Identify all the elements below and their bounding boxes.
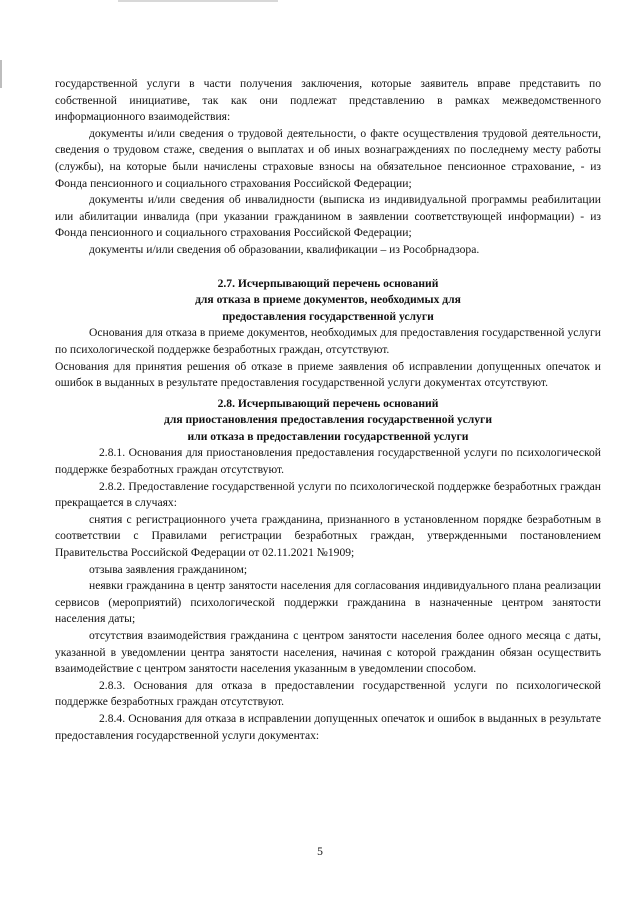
section-2-8-2: 2.8.2. Предоставление государственной услуги по психологической поддержке безработных граждан прекращается в случаях: — [55, 479, 601, 510]
section-2-8-heading-line-2: для приостановления предоставления государственной услуги — [163, 413, 492, 427]
paragraph-labor-info: документы и/или сведения о трудовой деятельности, о факте осуществления трудовой деятельности, сведения о трудовом стаже, сведения о выплатах и об иных вознаграждениях по последнему месту работы (службы), на которые были начислены страховые взносы на обязательное пенсионное страхование, - из Фонда пенсионного и социального страхования Российской Федерации; — [55, 126, 601, 190]
paragraph-continuation: государственной услуги в части получения заключения, которые заявитель вправе представить по собственной инициативе, так как они подлежат представлению в рамках межведомственного информационного взаимодействия: — [55, 77, 601, 124]
scan-artifact-top — [118, 0, 278, 2]
section-2-8-1: 2.8.1. Основания для приостановления предоставления государственной услуги по психологической поддержке безработных граждан отсутствуют. — [55, 446, 601, 477]
section-2-7-paragraph-1: Основания для отказа в приеме документов, необходимых для предоставления государственной услуги по психологической поддержке безработных граждан, отсутствуют. — [55, 326, 601, 356]
paragraph-disability-info: документы и/или сведения об инвалидности (выписка из индивидуальной программы реабилитации или абилитации инвалида (при указании гражданином в заявлении соответствующей информации) - из Фонда пенсионного и социального страхования Российской Федерации; — [55, 193, 601, 240]
section-2-8-2-case-no-interaction: отсутствия взаимодействия гражданина с центром занятости населения более одного месяца с даты, указанной в уведомлении центра занятости населения, начиная с которой гражданин обязан осуществить взаимодействие с центром занятости населения указанным в уведомлении способом. — [55, 629, 601, 676]
paragraph-education-info: документы и/или сведения об образовании, квалификации – из Рособрнадзора. — [89, 242, 480, 256]
section-2-8-4: 2.8.4. Основания для отказа в исправлении допущенных опечаток и ошибок в выданных в результате предоставления государственной услуги документах: — [55, 711, 601, 742]
section-2-8-heading-line-1: 2.8. Исчерпывающий перечень оснований — [217, 396, 439, 410]
section-2-8-2-case-withdrawal: отзыва заявления гражданином; — [89, 562, 248, 576]
page-number: 5 — [317, 845, 323, 858]
section-2-7-paragraph-2: Основания для принятия решения об отказе в приеме заявления об исправлении допущенных опечаток и ошибок в выданных в результате предоставления государственной услуги документах отсутствуют. — [55, 359, 601, 390]
section-2-8-2-case-deregistration: снятия с регистрационного учета гражданина, признанного в установленном порядке безработным в соответствии с Правилами регистрации безработных граждан, утвержденными постановлением Правительства Российской Федерации от 02.11.2021 №1909; — [55, 512, 601, 560]
section-2-7-heading-line-2: для отказа в приеме документов, необходимых для — [195, 293, 461, 307]
section-2-7-heading-line-3: предоставления государственной услуги — [222, 309, 434, 323]
section-2-8-3: 2.8.3. Основания для отказа в предоставлении государственной услуги по психологической поддержке безработных граждан отсутствуют. — [55, 678, 601, 709]
section-2-8-heading-line-3: или отказа в предоставлении государственной услуги — [187, 429, 469, 443]
section-2-7-heading-line-1: 2.7. Исчерпывающий перечень оснований — [217, 276, 439, 290]
scan-artifact-left — [0, 60, 2, 88]
section-2-8-2-case-no-show: неявки гражданина в центр занятости населения для согласования индивидуального плана реализации сервисов (мероприятий) психологической поддержки гражданина в назначенные центром занятости населения даты; — [55, 579, 601, 626]
document-body — [55, 76, 601, 744]
